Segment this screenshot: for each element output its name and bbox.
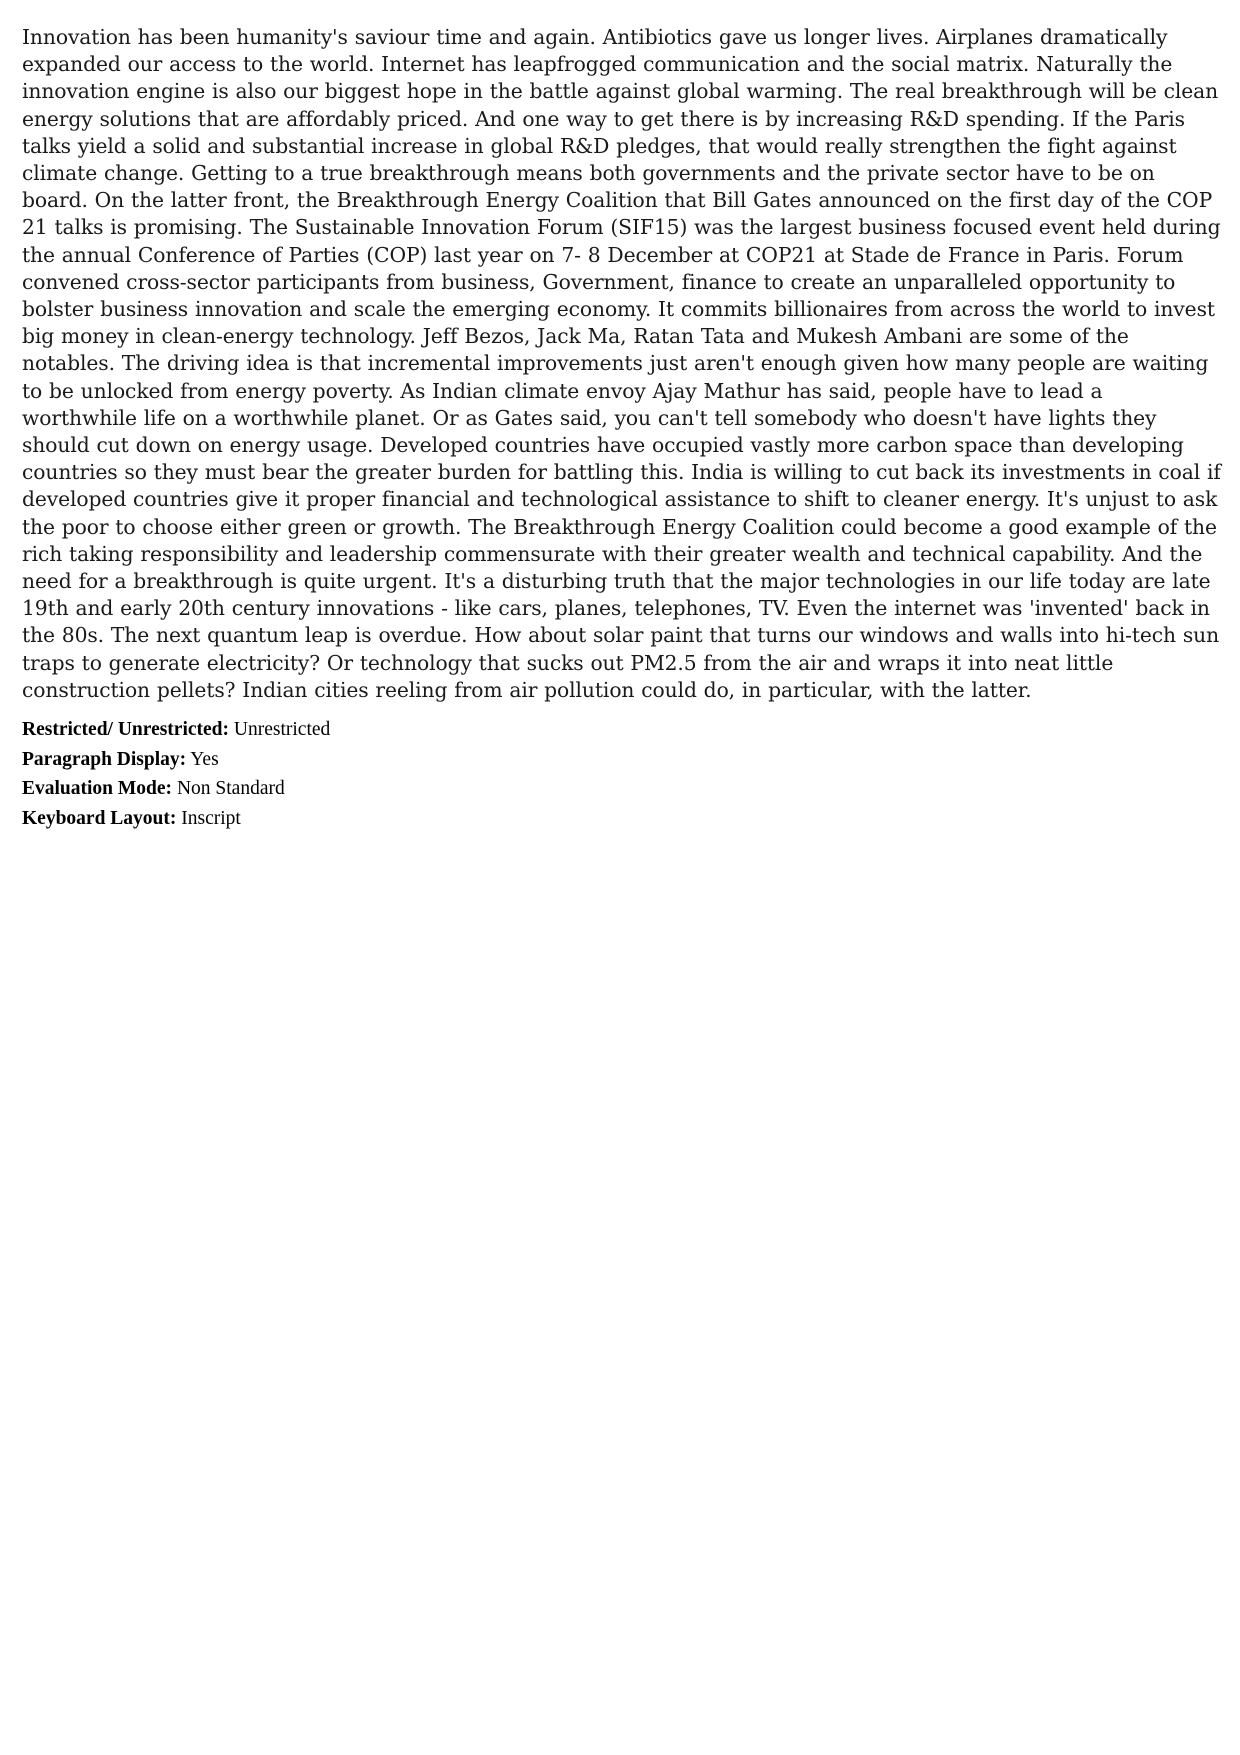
keyboard-layout-value: Inscript	[181, 807, 241, 829]
evaluation-mode-label: Evaluation Mode:	[22, 778, 173, 800]
restriction-setting	[22, 715, 1222, 745]
paragraph-display-value: Yes	[190, 748, 219, 770]
keyboard-layout-label: Keyboard Layout:	[22, 807, 177, 829]
restriction-value: Unrestricted	[233, 719, 331, 741]
restriction-label: Restricted/ Unrestricted:	[22, 719, 230, 741]
test-settings	[22, 715, 1222, 833]
document-page	[22, 24, 1222, 833]
evaluation-mode-setting	[22, 774, 1222, 804]
paragraph-display-label: Paragraph Display:	[22, 748, 187, 770]
keyboard-layout-setting	[22, 804, 1222, 834]
paragraph-display-setting	[22, 745, 1222, 775]
passage-text: Innovation has been humanity's saviour time and again. Antibiotics gave us longer lives. Airplanes dramatically expanded our access to the world. Internet has leapfrogged communication and the social matrix. Naturally the innovation engine is also our biggest hope in the battle against global warming. The real breakthrough will be clean energy solutions that are affordably priced. And one way to get there is by increasing R&D spending. If the Paris talks yield a solid and substantial increase in global R&D pledges, that would really strengthen the fight against climate change. Getting to a true breakthrough means both governments and the private sector have to be on board. On the latter front, the Breakthrough Energy Coalition that Bill Gates announced on the first day of the COP 21 talks is promising. The Sustainable Innovation Forum (SIF15) was the largest business focused event held during the annual Conference of Parties (COP) last year on 7- 8 December at COP21 at Stade de France in Paris. Forum convened cross-sector participants from business, Government, finance to create an unparalleled opportunity to bolster business innovation and scale the emerging economy. It commits billionaires from across the world to invest big money in clean-energy technology. Jeff Bezos, Jack Ma, Ratan Tata and Mukesh Ambani are some of the notables. The driving idea is that incremental improvements just aren't enough given how many people are waiting to be unlocked from energy poverty. As Indian climate envoy Ajay Mathur has said, people have to lead a worthwhile life on a worthwhile planet. Or as Gates said, you can't tell somebody who doesn't have lights they should cut down on energy usage. Developed countries have occupied vastly more carbon space than developing countries so they must bear the greater burden for battling this. India is willing to cut back its investments in coal if developed countries give it proper financial and technological assistance to shift to cleaner energy. It's unjust to ask the poor to choose either green or growth. The Breakthrough Energy Coalition could become a good example of the rich taking responsibility and leadership commensurate with their greater wealth and technical capability. And the need for a breakthrough is quite urgent. It's a disturbing truth that the major technologies in our life today are late 19th and early 20th century innovations - like cars, planes, telephones, TV. Even the internet was 'invented' back in the 80s. The next quantum leap is overdue. How about solar paint that turns our windows and walls into hi-tech sun traps to generate electricity? Or technology that sucks out PM2.5 from the air and wraps it into neat little construction pellets? Indian cities reeling from air pollution could do, in particular, with the latter.	[22, 25, 1221, 702]
evaluation-mode-value: Non Standard	[176, 778, 285, 800]
